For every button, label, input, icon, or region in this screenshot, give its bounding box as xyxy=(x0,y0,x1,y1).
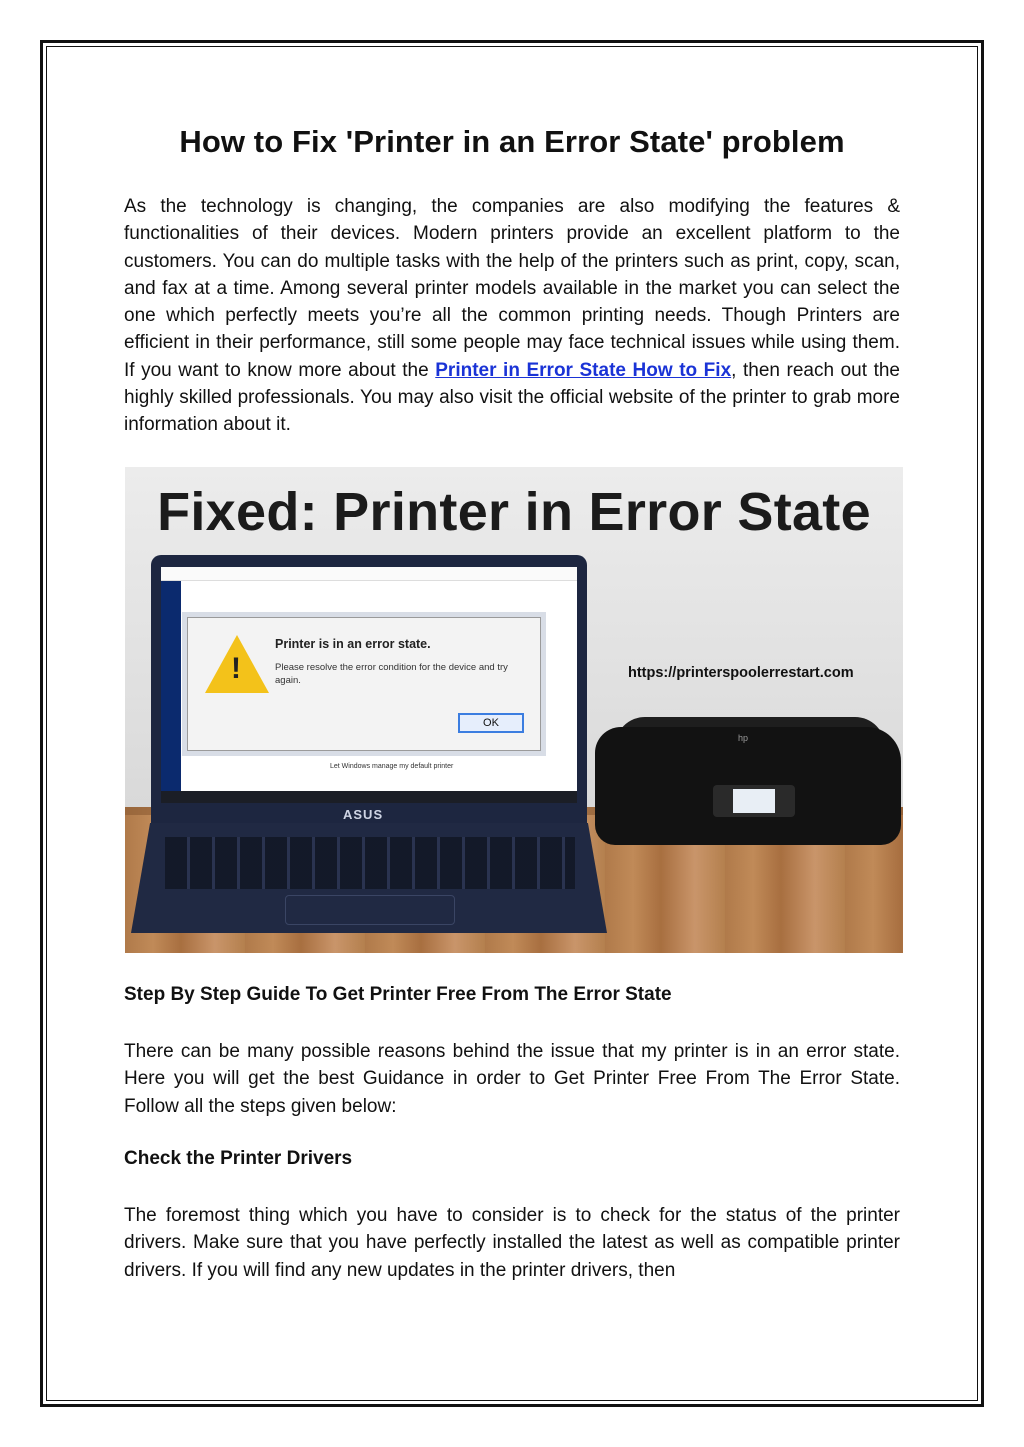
laptop-keyboard xyxy=(165,837,575,889)
intro-text-after: , then reach out the highly skilled professionals. You may also visit the official website of the printer to grab more information about it. xyxy=(124,359,900,436)
section-heading-drivers: Check the Printer Drivers xyxy=(124,1148,353,1169)
hero-image xyxy=(125,467,903,953)
laptop-touchpad xyxy=(285,895,455,925)
ok-button: OK xyxy=(458,713,524,733)
exclamation-icon: ! xyxy=(231,652,241,685)
section-paragraph-step-guide: There can be many possible reasons behind the issue that my printer is in an error state. Here you will get the best Guidance in order to Get Printer Free From The Error State. Follow all the steps given below: xyxy=(124,1041,900,1117)
settings-bar xyxy=(161,567,577,581)
intro-text-before: As the technology is changing, the companies are also modifying the features & functionalities of their devices. Modern printers provide an excellent platform to the customers. You can do multiple tasks with the help of the printers such as print, copy, scan, and fax at a time. Among several printer models available in the market you can select the one which perfectly meets you’re all the common printing needs. Though Printers are efficient in their performance, still some people may face technical issues while using them. If you want to know more about the xyxy=(124,196,900,381)
printer-error-link[interactable]: Printer in Error State How to Fix xyxy=(435,359,732,381)
laptop-brand: ASUS xyxy=(343,807,384,822)
hero-heading: Fixed: Printer in Error State xyxy=(157,482,871,542)
section-paragraph-drivers: The foremost thing which you have to consider is to check for the status of the printer drivers. Make sure that you have perfectly installed the latest as well as compatible printer drivers. If you will find any new updates in the printer drivers, then xyxy=(124,1205,900,1281)
default-printer-checkbox-label: Let Windows manage my default printer xyxy=(330,763,454,770)
printer-brand: hp xyxy=(738,733,749,743)
dialog-title: Printer is in an error state. xyxy=(275,637,431,651)
desktop-strip xyxy=(161,567,181,803)
intro-paragraph xyxy=(124,193,900,439)
printer-display xyxy=(733,789,775,813)
hero-url: https://printerspoolerrestart.com xyxy=(628,665,854,681)
page-title: How to Fix 'Printer in an Error State' problem xyxy=(179,124,845,159)
taskbar xyxy=(161,791,577,803)
section-heading-step-guide: Step By Step Guide To Get Printer Free From The Error State xyxy=(124,984,672,1005)
dialog-message: Please resolve the error condition for the device and try again. xyxy=(275,662,508,686)
